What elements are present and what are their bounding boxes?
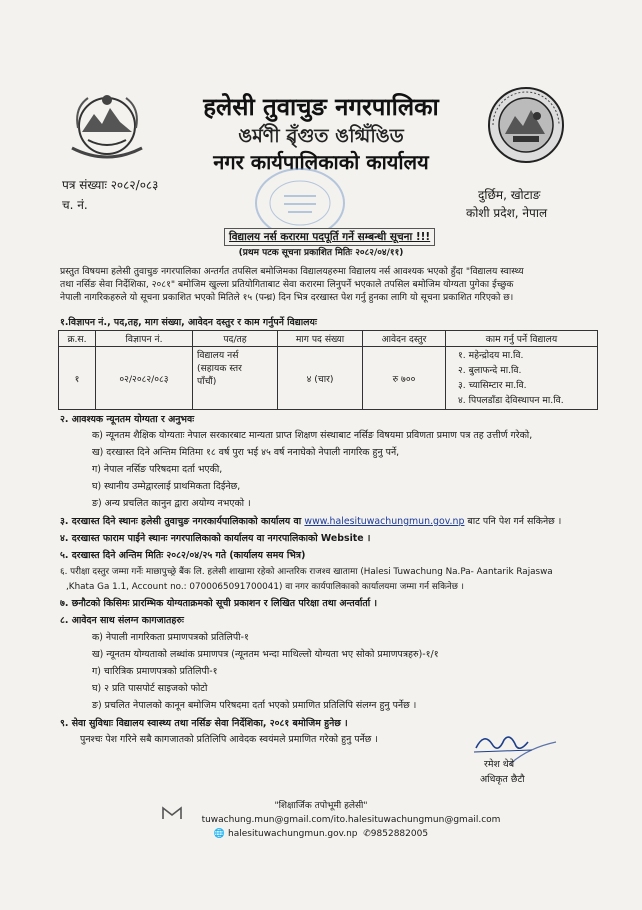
document-item: क) नेपाली नागरिकता प्रमाणपत्रको प्रतिलिपी-१ — [92, 632, 249, 643]
document-item: घ) २ प्रति पासपोर्ट साइजको फोटो — [92, 683, 208, 694]
notice-title: विद्यालय नर्स करारमा पदपूर्ति गर्ने सम्बन्धी सूचना !!! — [224, 228, 435, 246]
intro-line: नेपाली नागरिकहरुले यो सूचना प्रकाशित भएको मितिले १५ (पन्ध्र) दिन भित्र दरखास्त पेश गर्नु हुनका लागि यो सूचना प्रकाशित गरिएको छ। — [60, 292, 514, 303]
post-line: विद्यालय नर्स — [197, 350, 239, 361]
section-2-heading: २. आवश्यक न्यूनतम योग्यता र अनुभवः — [60, 414, 195, 425]
intro-line: प्रस्तुत विषयमा हलेसी तुवाचुङ नगरपालिका अन्तर्गत तपसिल बमोजिमका विद्यालयहरुमा विद्यालय नर्स आवश्यक भएको हुँदा "विद्यालय स्वास्थ्य — [60, 266, 524, 277]
section-5: ५. दरखास्त दिने अन्तिम मितिः २०८२/०४/२५ गते (कार्यालय समय भित्र) — [60, 550, 306, 561]
cell-count: ४ (चार) — [278, 347, 363, 410]
school-item: ४. पिपलडाँडा देविस्थापन मा.वि. — [458, 395, 564, 406]
postscript-note: पुनश्चः पेश गरिने सबै कागजातको प्रतिलिपि आवेदक स्वयंमले प्रमाणित गरेको हुनु पर्नेछ । — [80, 734, 378, 745]
section-3-suffix: बाट पनि पेश गर्न सकिनेछ । — [464, 516, 562, 527]
cell-schools — [446, 347, 598, 410]
post-line: पाँचौं) — [197, 376, 217, 387]
footer-website: halesituwachungmun.gov.np — [228, 829, 358, 839]
qualification-item: ग) नेपाल नर्सिङ परिषदमा दर्ता भएकी, — [92, 464, 223, 475]
notice-publish-date: (प्रथम पटक सूचना प्रकाशित मितिः २०८२/०४/११) — [238, 248, 404, 258]
municipality-name: हलेसी तुवाचुङ नगरपालिका — [203, 92, 439, 121]
section-6-line-2: ,Khata Ga 1.1, Account no.: 0700065091700041) वा नगर कार्यपालिकाको कार्यालयमा जम्मा गर्न सकिनेछ । — [66, 582, 465, 592]
intro-line: तथा नर्सिङ सेवा निर्देशिका, २०८१" बमोजिम खुल्ला प्रतियोगिताबाट सेवा करारमा लिनुपर्ने भएकाले तपसिल बमोजिम योग्यता पुगेका ईच्छुक — [60, 279, 514, 290]
website-link[interactable]: www.halesituwachungmun.gov.np — [304, 516, 465, 527]
footer-email: tuwachung.mun@gmail.com/ito.halesituwachungmun@gmail.com — [201, 815, 501, 825]
section-4: ४. दरखास्त फाराम पाईने स्थानः नगरपालिकाको कार्यालय वा नगरपालिकाको Website । — [60, 533, 371, 544]
table-header: काम गर्नु पर्ने विद्यालय — [446, 331, 598, 347]
table-header: पद/तह — [193, 331, 278, 347]
dispatch-number: च. नं. — [62, 198, 88, 212]
qualification-item: ङ) अन्य प्रचलित कानुन द्वारा अयोग्य नभएको । — [92, 498, 251, 509]
notice-intro — [60, 265, 600, 304]
section-3 — [60, 514, 561, 527]
document-item: ङ) प्रचलित नेपालको कानून बमोजिम परिषदमा दर्ता भएको प्रमाणित प्रतिलिपि संलग्न हुनु पर्नेछ । — [92, 700, 417, 711]
cell-fee: रु ७०० — [363, 347, 446, 410]
signatory-designation: अधिकृत छैटौ — [480, 774, 525, 785]
table-header: आवेदन दस्तुर — [363, 331, 446, 347]
reference-number: पत्र संख्याः २०८२/०८३ — [62, 178, 159, 192]
globe-icon: 🌐 — [213, 829, 226, 839]
footer-motto: "शिक्षार्जिक तपोभूमी हलेसी" — [274, 801, 368, 811]
section-3-text: ३. दरखास्त दिने स्थानः हलेसी तुवाचुङ नगरकार्यपालिकाको कार्यालय वा — [60, 516, 305, 527]
school-item: ३. च्यासिम्टार मा.वि. — [458, 380, 527, 391]
school-item: १. महेन्द्रोदय मा.वि. — [458, 350, 524, 361]
table-row — [59, 347, 598, 410]
address-line-1: दुर्छिम, खोटाङ — [478, 188, 541, 202]
footer-phone: 9852882005 — [370, 829, 429, 839]
section-8-heading: ८. आवेदन साथ संलग्न कागजातहरुः — [60, 615, 184, 626]
cell-sn: १ — [59, 347, 96, 410]
section-9: ९. सेवा सुविधाः विद्यालय स्वास्थ्य तथा नर्सिङ सेवा निर्देशिका, २०८१ बमोजिम हुनेछ । — [60, 718, 348, 729]
school-item: २. बुलाफन्दे मा.वि. — [458, 365, 522, 376]
post-line: (सहायक स्तर — [197, 363, 242, 374]
document-item: ग) चारित्रिक प्रमाणपत्रको प्रतिलिपी-१ — [92, 666, 218, 677]
table-header: माग पद संख्या — [278, 331, 363, 347]
section-7: ७. छनौटको किसिमः प्रारम्भिक योग्यताक्रमको सूची प्रकाशन र लिखित परिक्षा तथा अन्तर्वार्ता । — [60, 598, 378, 609]
qualification-item: घ) स्थानीय उम्मेद्वारलाई प्राथमिकता दिईनेछ, — [92, 481, 241, 492]
section-1-heading: १.विज्ञापन नं., पद,तह, माग संख्या, आवेदन दस्तुर र काम गर्नुपर्ने विद्यालयः — [60, 317, 317, 328]
footer-contact — [0, 829, 642, 839]
cell-adv-no: ०२/२०८२/०८३ — [96, 347, 193, 410]
municipality-name-script: ঙৰ্মণী ৱৃঁগুত ঙগ্মিঁঙিড — [238, 125, 404, 147]
cell-post — [193, 347, 278, 410]
section-6-line-1: ६. परीक्षा दस्तुर जम्मा गर्नेः माछापुच्छ्रे बैंक लि. हलेसी शाखामा रहेको आन्तरिक राजश्व खातामा (Halesi Tuwachung Na.Pa- Aantarik Rajaswa — [60, 567, 553, 577]
address-line-2: कोशी प्रदेश, नेपाल — [466, 206, 548, 220]
qualification-item: ख) दरखास्त दिने अन्तिम मितिमा १८ वर्ष पुरा भई ४५ वर्ष ननाघेको नेपाली नागरिक हुनु पर्ने, — [92, 447, 400, 458]
phone-icon: ✆ — [363, 829, 371, 839]
table-header-row — [59, 331, 598, 347]
office-name: नगर कार्यपालिकाको कार्यालय — [213, 150, 429, 174]
table-header: विज्ञापन नं. — [96, 331, 193, 347]
qualification-item: क) न्यूनतम शैक्षिक योग्यताः नेपाल सरकारबाट मान्यता प्राप्त शिक्षण संस्थाबाट नर्सिङ विषयमा प्रविणता प्रमाण पत्र तह उत्तीर्ण गरेको, — [92, 430, 533, 441]
document-item: ख) न्यूनतम योग्यताको लब्धांक प्रमाणपत्र (न्यूनतम भन्दा माथिल्लो योग्यता भए सोको प्रमाणपत्रहरु)-१/१ — [92, 649, 439, 660]
signatory-name: रमेश थेबे — [484, 759, 515, 770]
vacancy-table — [58, 330, 598, 410]
table-header: क्र.स. — [59, 331, 96, 347]
